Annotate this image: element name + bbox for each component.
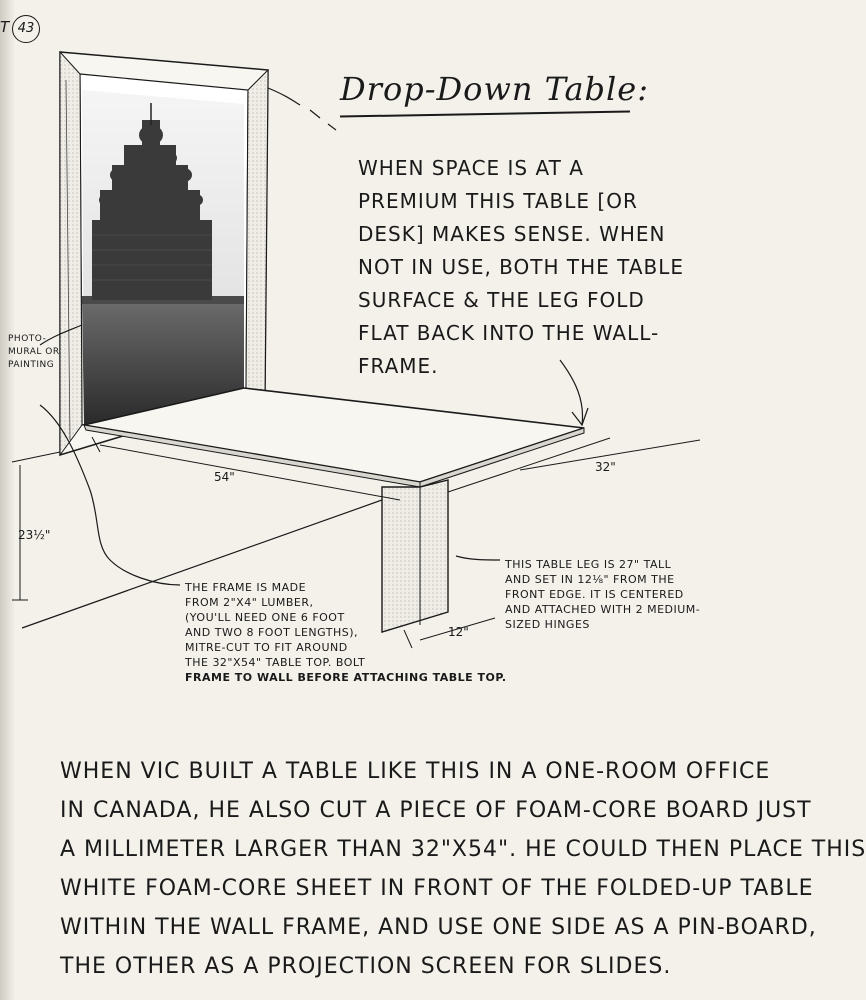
dimension-leg-width: 12"	[448, 625, 469, 639]
photo-mural-label: PHOTO-MURAL OR PAINTING	[8, 334, 60, 370]
dimension-height: 23½"	[18, 528, 51, 542]
frame-note-line: (YOU'LL NEED ONE 6 FOOT	[185, 611, 345, 624]
dimension-depth: 32"	[595, 460, 616, 474]
frame-note-line: MITRE-CUT TO FIT AROUND	[185, 641, 348, 654]
page-number-prefix: T	[0, 18, 11, 36]
photo-mural-church	[82, 90, 244, 425]
intro-paragraph: WHEN SPACE IS AT A PREMIUM THIS TABLE [OR DESK] MAKES SENSE. WHEN NOT IN USE, BOTH THE TABLE SURFACE & THE LEG FOLD FLAT BACK INTO THE WALL-FRAME.	[358, 156, 684, 378]
dimension-width: 54"	[214, 470, 235, 484]
page-title: Drop-Down Table:	[340, 70, 649, 108]
story-line: IN CANADA, HE ALSO CUT A PIECE OF FOAM-CORE BOARD JUST	[60, 798, 812, 823]
page-number: 43	[12, 15, 40, 43]
frame-note-bold-line: FRAME TO WALL BEFORE ATTACHING TABLE TOP.	[185, 671, 507, 684]
frame-note-line: THE 32"X54" TABLE TOP. BOLT	[185, 656, 366, 669]
story-paragraph	[60, 752, 866, 986]
story-line: A MILLIMETER LARGER THAN 32"X54". HE COULD THEN PLACE THIS	[60, 837, 866, 862]
story-line: WITHIN THE WALL FRAME, AND USE ONE SIDE AS A PIN-BOARD,	[60, 915, 817, 940]
frame-note-line: AND TWO 8 FOOT LENGTHS),	[185, 626, 359, 639]
leg-note-line: THIS TABLE LEG IS 27" TALL	[505, 558, 672, 571]
leg-note-line: AND ATTACHED WITH 2 MEDIUM-	[505, 603, 701, 616]
story-line: THE OTHER AS A PROJECTION SCREEN FOR SLIDES.	[60, 954, 672, 979]
frame-note-line: THE FRAME IS MADE	[185, 581, 307, 594]
leg-note-line: SIZED HINGES	[505, 618, 590, 631]
leg-note-line: FRONT EDGE. IT IS CENTERED	[505, 588, 684, 601]
frame-note-line: FROM 2"X4" LUMBER,	[185, 596, 314, 609]
leg-note	[505, 557, 745, 632]
story-line: WHEN VIC BUILT A TABLE LIKE THIS IN A ONE-ROOM OFFICE	[60, 759, 771, 784]
story-line: WHITE FOAM-CORE SHEET IN FRONT OF THE FOLDED-UP TABLE	[60, 876, 814, 901]
leg-note-line: AND SET IN 12⅛" FROM THE	[505, 573, 675, 586]
